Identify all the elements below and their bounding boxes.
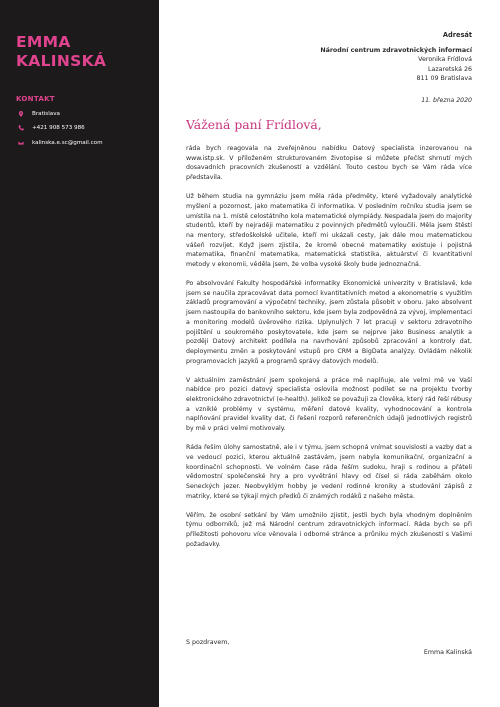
- contact-email[interactable]: [17, 139, 103, 146]
- paragraph: Po absolvování Fakulty hospodářské informatiky Ekonomické univerzity v Bratislavě, kde jsem se naučila zpracovávat data pomocí kvantitativních metod a ekonometrie s využitím základů programování a výpočetní techniky, jsem zůstala působit v oboru. Jako absolvent jsem nastoupila do bankovního sektoru, kde jsem byla zodpovědná za vývoj, implementaci a monitoring modelů úvěrového rizika. Uplynulých 7 let pracuji v sektoru zdravotního pojištění u soukromého poskytovatele, kde jsem se nejprve jako Business analytik a později Datový architekt podílela na navrhování způsobů zpracování a kontroly dat, deploymentu změn a poskytování vstupů pro CRM a BigData analýzy. Ovládám několik programovacích jazyků a programů správy datových modelů.: [186, 280, 472, 365]
- contact-heading: KONTAKT: [16, 95, 55, 103]
- recipient-person: Veronika Frídlová: [418, 56, 472, 64]
- paragraph: V aktuálním zaměstnání jsem spokojená a práce mě naplňuje, ale velmi mě ve Vaší nabídce pro pozici datový specialista oslovila možnost podílet se na projektu tvorby elektronického zdravotnictví (e-health). Jelikož se považuji za člověka, který rád řeší rébusy a vzniklé problémy v systému, měření datové kvality, vyhodnocování a kontrola naplňování pravidel kvality dat, či řešení rozporů referenčních údajů jednotlivých registrů by mě v práci velmi motivovaly.: [186, 376, 472, 433]
- letter-paragraphs: [186, 144, 472, 559]
- contact-phone[interactable]: [17, 124, 85, 131]
- sidebar: [0, 0, 159, 707]
- paragraph: Už během studia na gymnáziu jsem měla ráda předměty, které vyžadovaly analytické myšlení a pozornost, jako matematika či informatika. V posledním ročníku studia jsem se umístila na 1. místě celostátního kola matematické olympiády. Nespadala jsem do majority studentů, kteří by nejraději matematiku z povinných předmětů vyloučili. Měla jsem štěstí na mentory, středoškolské učitele, kteří mi ukázali cesty, jak dále mou matematickou vášeň rozvíjet. Když jsem zjistila, že kromě obecné matematiky existuje i pojistná matematika, finanční matematika, matematická statistika, aktuárství či kvantitativní metody v ekonomii, věděla jsem, že volba vysoké školy bude jednoznačná.: [186, 193, 472, 269]
- recipient-organization: Národní centrum zdravotnických informací: [320, 47, 472, 55]
- paragraph: ráda bych reagovala na zveřejněnou nabídku Datový specialista inzerovanou na www.istp.sk. V přiloženém strukturovaném životopise si můžete přečíst shrnutí mých dosavadních pracovních zkušeností a vzdělání. Touto cestou bych se Vám ráda více představila.: [186, 145, 472, 182]
- recipient-block: [320, 31, 472, 83]
- recipient-label: Adresát: [442, 31, 472, 39]
- letter-body: [159, 0, 500, 707]
- contact-email-text: kalinska.e.sc@gmail.com: [32, 139, 103, 146]
- contact-phone-text: +421 908 573 986: [32, 124, 85, 131]
- closing: S pozdravem,: [186, 639, 230, 646]
- contact-location: [17, 110, 60, 117]
- signature: Emma Kalinská: [423, 649, 472, 656]
- email-icon: [17, 139, 24, 146]
- recipient-city: 811 09 Bratislava: [416, 74, 472, 82]
- contact-location-text: Bratislava: [32, 110, 60, 117]
- name-last: KALINSKÁ: [16, 52, 107, 70]
- paragraph: Věřím, že osobní setkání by Vám umožnilo zjistit, jestli bych byla vhodným doplněním týmu odborníků, jež má Národní centrum zdravotnických informací. Ráda bych se při příležitosti pohovoru více věnovala i odborné stránce a průniku mých zkušeností s Vašimi požadavky.: [186, 511, 472, 548]
- name-first: EMMA: [16, 33, 71, 51]
- recipient-street: Lazaretská 26: [427, 65, 472, 73]
- greeting: Vážená paní Frídlová,: [186, 117, 322, 132]
- phone-icon: [17, 124, 24, 131]
- paragraph: Ráda řeším úlohy samostatně, ale i v týmu, jsem schopná vnímat souvislosti a vazby dat a ve vedoucí pozici, kterou aktuálně zastávám, jsem nabyla komunikační, organizační a koordinační schopnosti. Ve volném čase ráda řeším sudoku, hraji s rodinou a přáteli vědomostní společenské hry a pro vyvětrání hlavy od čísel si ráda zaběhám okolo Seneckých jezer. Neobvyklým hobby je vedení rodinné kroniky a studování zápisů z matriky, které se týkají mých předků či známých rodáků z našeho města.: [186, 444, 472, 500]
- applicant-name: [16, 33, 106, 71]
- location-pin-icon: [17, 110, 24, 117]
- letter-date: 11. března 2020: [421, 97, 472, 104]
